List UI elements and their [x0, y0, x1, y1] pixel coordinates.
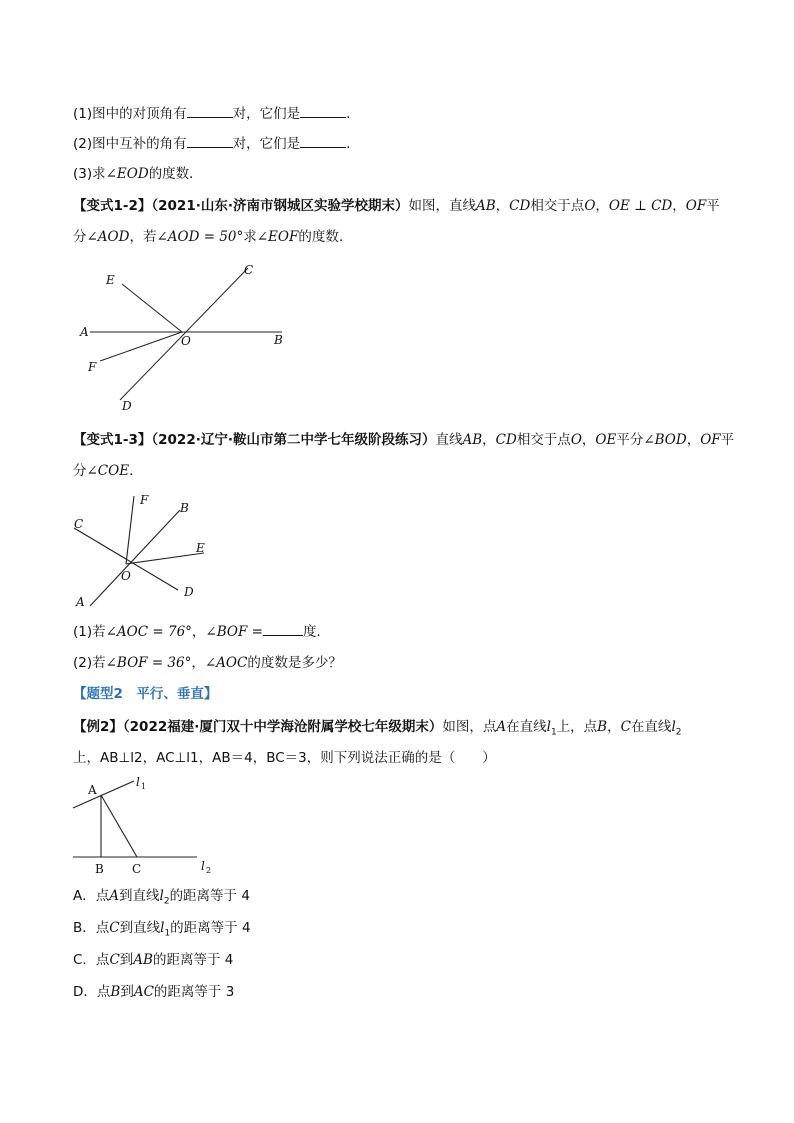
text: ， — [495, 198, 510, 214]
problem-source: （2022福建·厦门双十中学海沧附属学校七年级期末） — [122, 719, 443, 735]
text: (1)图中的对顶角有 — [73, 106, 187, 122]
text: ， — [191, 655, 205, 671]
text: 相交于点 — [530, 198, 585, 214]
text: 平 — [720, 432, 735, 448]
math: AB — [475, 198, 496, 214]
text: 到 — [120, 984, 134, 1000]
math: A — [109, 888, 119, 904]
answer-blank[interactable] — [263, 622, 303, 636]
variant-1-2-line-2 — [73, 228, 343, 246]
subscript: 2 — [163, 896, 170, 907]
label-c: C — [132, 862, 142, 876]
math: ∠AOC — [204, 655, 248, 671]
problem-source: （2022·辽宁·鞍山市第二中学七年级阶段练习） — [151, 432, 436, 448]
text: 的距离等于 4 — [169, 888, 250, 904]
text: C．点 — [73, 952, 110, 968]
answer-blank[interactable] — [300, 104, 346, 118]
text: 直线 — [435, 432, 463, 448]
label-l1: l — [136, 775, 140, 789]
text: 的度数是多少？ — [247, 655, 342, 671]
math: ∠BOF = — [205, 624, 263, 640]
math: OE — [595, 432, 617, 448]
label-a: A — [88, 783, 97, 797]
question-1-part-1 — [73, 104, 350, 123]
label-o: O — [121, 569, 131, 583]
math: ∠AOD — [86, 229, 130, 245]
question-1-part-3 — [73, 165, 203, 183]
math: B — [110, 984, 121, 1000]
text: (2)若 — [73, 655, 106, 671]
text: 平 — [706, 198, 720, 214]
text: ， — [581, 432, 596, 448]
problem-source: （2021·山东·济南市钢城区实验学校期末） — [151, 198, 409, 214]
option-b[interactable] — [73, 919, 251, 943]
text: ， — [686, 432, 701, 448]
label-a: A — [80, 325, 89, 339]
label-e: E — [196, 541, 205, 555]
text: 对，它们是 — [232, 106, 301, 122]
text: 的度数. — [298, 229, 344, 245]
ray-of — [100, 332, 182, 361]
subscript: 2 — [675, 727, 682, 738]
label-l2-subscript: 2 — [206, 866, 212, 875]
math: ∠EOF — [256, 229, 299, 245]
answer-blank[interactable] — [187, 134, 233, 148]
label-c: C — [74, 517, 84, 531]
text: ， — [607, 719, 621, 735]
label-b: B — [274, 333, 283, 347]
math: C — [109, 920, 120, 936]
label-d: D — [184, 585, 194, 599]
label-l2: l — [201, 859, 205, 873]
math: B — [597, 719, 608, 735]
math: OE ⊥ CD — [608, 198, 673, 214]
subscript: 1 — [550, 727, 557, 738]
text: 的距离等于 4 — [152, 952, 234, 968]
figure-variant-1-3 — [70, 488, 220, 613]
question-1-part-2 — [73, 134, 350, 153]
text: 如图，点 — [442, 719, 497, 735]
text: 的距离等于 4 — [170, 920, 251, 936]
example-2-line-1 — [73, 718, 682, 742]
text: . — [346, 136, 351, 152]
text: 对，它们是 — [232, 136, 301, 152]
math: l — [160, 920, 165, 936]
math: OF — [685, 198, 707, 214]
text: (2)图中互补的角有 — [73, 136, 187, 152]
text: 分 — [73, 229, 87, 245]
text: ， — [191, 624, 206, 640]
answer-blank[interactable] — [300, 134, 346, 148]
line-l1 — [73, 781, 134, 808]
figure-variant-1-2 — [70, 260, 300, 420]
problem-tag: 【例2】 — [73, 719, 123, 735]
math: AB — [133, 952, 153, 968]
text: 如图，直线 — [408, 198, 476, 214]
text: 求 — [243, 229, 257, 245]
section-heading: 【题型2 平行、垂直】 — [73, 686, 218, 702]
math-angle: ∠EOD — [105, 166, 149, 182]
text: 分 — [73, 463, 87, 479]
math: AB — [462, 432, 483, 448]
label-f: F — [88, 360, 97, 374]
math: A — [496, 719, 507, 735]
variant-1-3-line-2 — [73, 462, 143, 480]
variant-1-2-line-1 — [73, 197, 720, 215]
label-a: A — [76, 595, 85, 609]
option-a[interactable] — [73, 887, 250, 911]
text: 平分 — [616, 432, 644, 448]
segment-ac — [101, 795, 137, 857]
text: ， — [595, 198, 609, 214]
label-o: O — [181, 334, 191, 348]
math: ∠AOC = 76° — [105, 624, 192, 640]
text: 在直线 — [630, 719, 672, 735]
math: ∠BOF = 36° — [105, 655, 192, 671]
math: C — [620, 719, 631, 735]
text: ，若 — [129, 229, 157, 245]
text: 相交于点 — [516, 432, 571, 448]
text: D．点 — [73, 984, 111, 1000]
math: C — [109, 952, 120, 968]
label-l1-subscript: 1 — [141, 782, 147, 791]
text: (1)若 — [73, 624, 106, 640]
text: 上，点 — [556, 719, 598, 735]
label-e: E — [106, 273, 115, 287]
math: CD — [509, 198, 531, 214]
label-b: B — [95, 862, 104, 876]
variant-1-3-part-2 — [73, 654, 342, 672]
text: A．点 — [73, 888, 110, 904]
option-d[interactable] — [73, 983, 234, 1001]
problem-tag: 【变式1-2】 — [73, 198, 152, 214]
math: O — [570, 432, 582, 448]
text: ， — [482, 432, 496, 448]
text: 到直线 — [119, 888, 160, 904]
label-f: F — [140, 493, 149, 507]
text: 在直线 — [506, 719, 547, 735]
figure-example-2 — [70, 774, 230, 879]
math: l — [546, 719, 551, 735]
text: 度. — [302, 624, 321, 640]
text: ． — [129, 463, 143, 479]
text: (3)求 — [73, 166, 106, 182]
math: l — [159, 888, 164, 904]
example-2-line-2: 上，AB⊥l2，AC⊥l1，AB＝4，BC＝3，则下列说法正确的是（ ） — [73, 750, 496, 766]
math: l — [671, 719, 676, 735]
text: . — [346, 106, 351, 122]
text: B．点 — [73, 920, 110, 936]
text: ， — [672, 198, 686, 214]
math: AC — [133, 984, 154, 1000]
label-d: D — [122, 399, 132, 413]
math: ∠COE — [86, 463, 130, 479]
text: 的距离等于 3 — [153, 984, 235, 1000]
math: O — [584, 198, 596, 214]
label-b: B — [180, 501, 189, 515]
ray-oe — [122, 284, 182, 332]
text: 到直线 — [119, 920, 161, 936]
text: 的度数． — [148, 166, 203, 182]
math: ∠BOD — [643, 432, 687, 448]
text: 到 — [119, 952, 134, 968]
answer-blank[interactable] — [187, 104, 233, 118]
variant-1-3-part-1 — [73, 622, 321, 641]
problem-tag: 【变式1-3】 — [73, 432, 152, 448]
math: CD — [495, 432, 517, 448]
label-c: C — [244, 263, 254, 277]
subscript: 1 — [164, 928, 171, 939]
math: ∠AOD = 50° — [156, 229, 244, 245]
option-c[interactable] — [73, 951, 233, 969]
math: OF — [700, 432, 721, 448]
ray-of — [126, 496, 134, 564]
variant-1-3-line-1 — [73, 431, 734, 449]
